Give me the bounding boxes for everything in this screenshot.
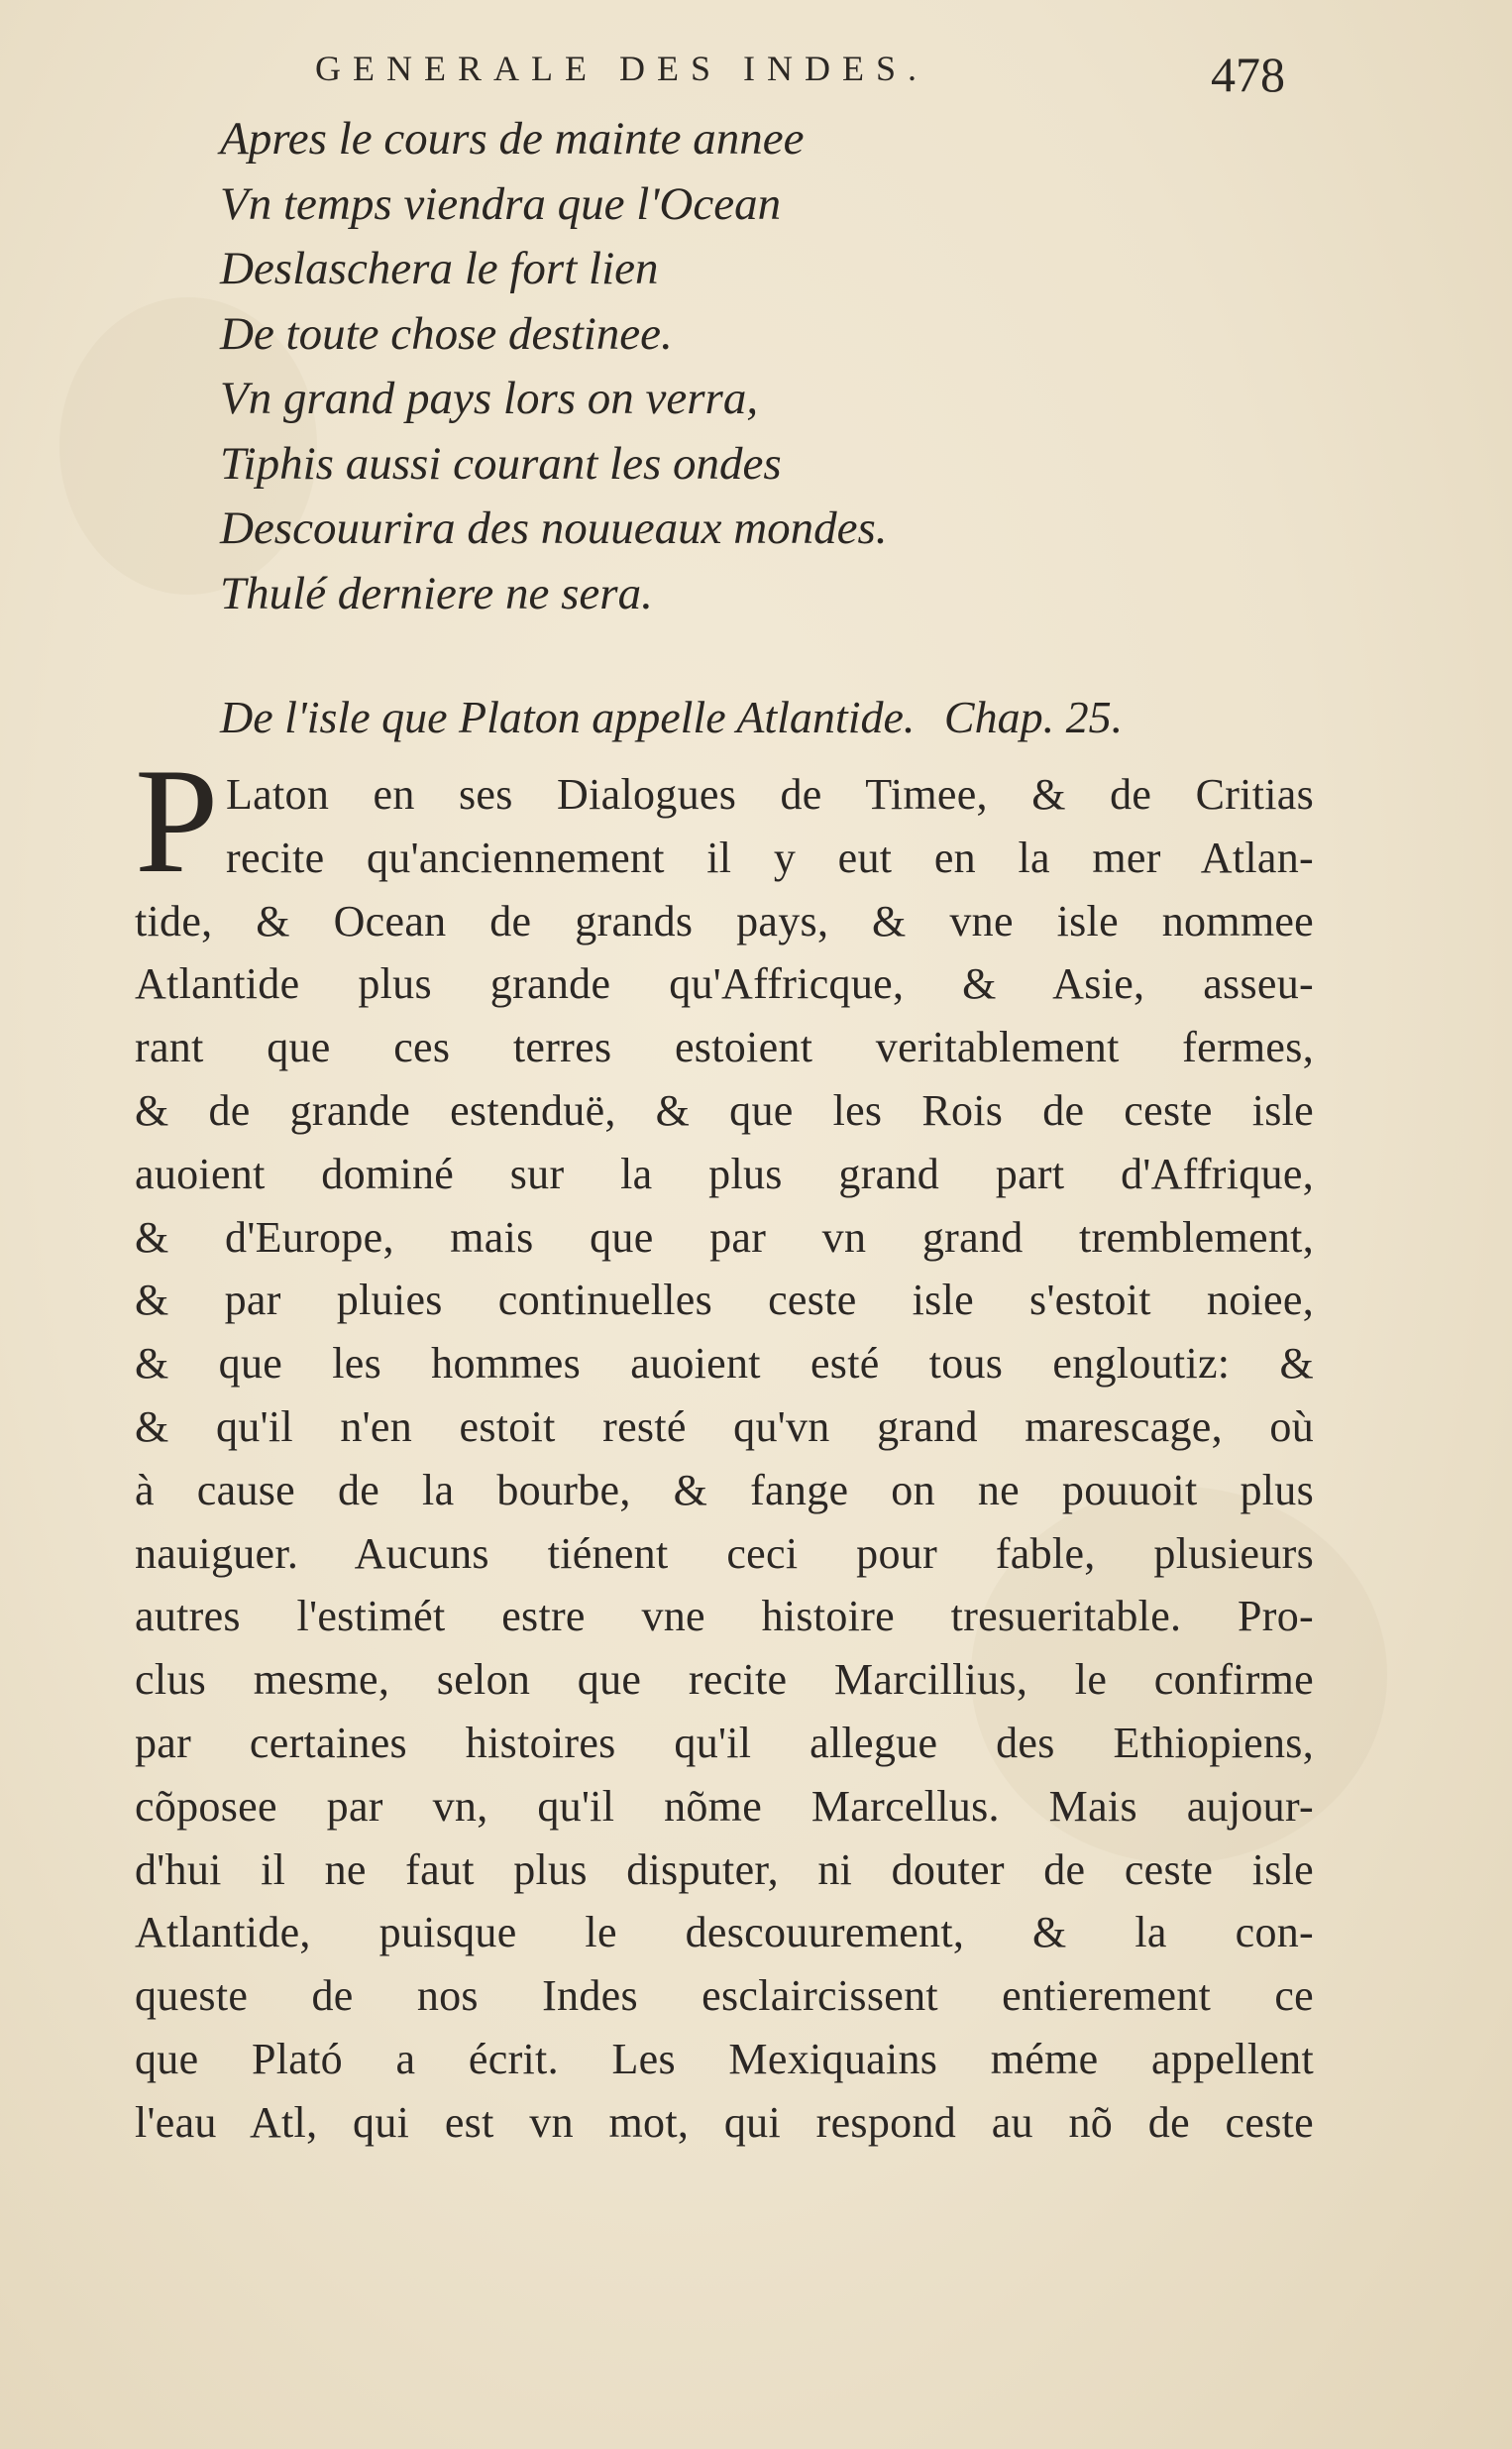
drop-cap: P	[135, 737, 219, 904]
chapter-heading	[220, 691, 1123, 743]
text-line: autres l'estimét estre vne histoire tresueritable. Pro-	[135, 1592, 1314, 1641]
verse-line: Tiphis aussi courant les ondes	[220, 437, 782, 490]
chapter-title: De l'isle que Platon appelle Atlantide.	[220, 692, 916, 742]
verse-line: Apres le cours de mainte annee	[220, 113, 805, 165]
verse-line: Deslaschera le fort lien	[220, 243, 659, 294]
verse-line: Descouurira des nouueaux mondes.	[220, 502, 888, 554]
text-line: & d'Europe, mais que par vn grand tremblement,	[135, 1212, 1314, 1262]
text-line: Atlantide, puisque le descouurement, & la con-	[135, 1908, 1314, 1957]
text-line: rant que ces terres estoient veritablement fermes,	[135, 1023, 1314, 1072]
text-line: l'eau Atl, qui est vn mot, qui respond au nõ de ceste	[135, 2097, 1314, 2147]
page-number: 478	[1211, 47, 1285, 102]
running-head: GENERALE DES INDES.	[315, 49, 928, 88]
verse-line: De toute chose destinee.	[220, 307, 673, 360]
text-line: queste de nos Indes esclaircissent entierement ce	[135, 1971, 1314, 2021]
verse-line: Thulé derniere ne sera.	[220, 567, 653, 619]
text-line: & que les hommes auoient esté tous engloutiz: &	[135, 1339, 1314, 1389]
body-text	[135, 763, 1314, 2155]
text-line: clus mesme, selon que recite Marcillius, le confirme	[135, 1655, 1314, 1705]
verse-stanza	[220, 107, 888, 626]
text-line: que Plató a écrit. Les Mexiquains méme appellent	[135, 2034, 1314, 2083]
verse-line: Vn temps viendra que l'Ocean	[220, 177, 782, 230]
text-line: & par pluies continuelles ceste isle s'estoit noiee,	[135, 1276, 1314, 1325]
text-line: par certaines histoires qu'il allegue des Ethiopiens,	[135, 1718, 1314, 1767]
text-line: cõposee par vn, qu'il nõme Marcellus. Mais aujour-	[135, 1781, 1314, 1831]
text-line: tide, & Ocean de grands pays, & vne isle nommee	[135, 896, 1314, 946]
text-line: Atlantide plus grande qu'Affricque, & Asie, asseu-	[135, 959, 1314, 1009]
chapter-number: Chap. 25.	[943, 692, 1124, 742]
text-line: d'hui il ne faut plus disputer, ni douter de ceste isle	[135, 1844, 1314, 1894]
text-line: à cause de la bourbe, & fange on ne pouuoit plus	[135, 1465, 1314, 1514]
verse-line: Vn grand pays lors on verra,	[220, 373, 759, 424]
text-line: & de grande estenduë, & que les Rois de ceste isle	[135, 1085, 1314, 1135]
text-line: recite qu'anciennement il y eut en la mer Atlan-	[226, 833, 1314, 882]
text-line: & qu'il n'en estoit resté qu'vn grand marescage, où	[135, 1401, 1314, 1451]
text-line: auoient dominé sur la plus grand part d'Affrique,	[135, 1149, 1314, 1198]
text-line: nauiguer. Aucuns tiénent ceci pour fable, plusieurs	[135, 1528, 1314, 1578]
text-line: Laton en ses Dialogues de Timee, & de Critias	[226, 770, 1314, 819]
